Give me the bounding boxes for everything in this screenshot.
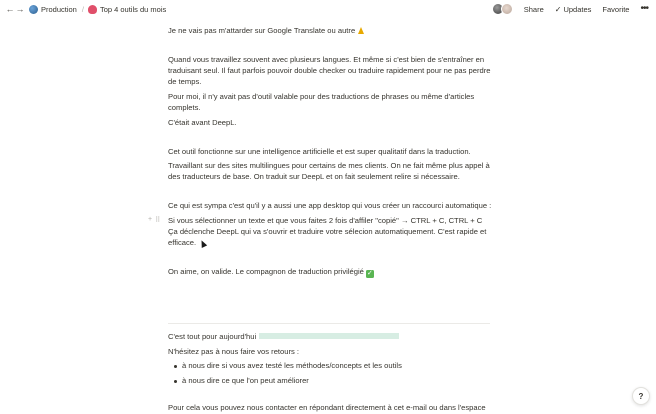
paragraph[interactable]: Travaillant sur des sites multilingues pour certains de mes clients. On ne fait même plus appel à — [168, 161, 490, 170]
mouse-cursor-icon — [199, 239, 207, 248]
breadcrumb-page[interactable]: Top 4 outils du mois — [99, 4, 167, 14]
help-button[interactable]: ? — [632, 387, 650, 405]
back-arrow-icon[interactable]: ← — [5, 4, 15, 14]
block-handle[interactable] — [148, 216, 160, 224]
paragraph[interactable]: Ce qui est sympa c'est qu'il y a aussi une app desktop qui vous créer un raccourci automatique : — [168, 201, 492, 210]
avatar[interactable] — [501, 3, 513, 15]
paragraph[interactable]: On aime, on valide. Le compagnon de traduction privilégié ✓ — [168, 267, 373, 277]
highlighted-link[interactable] — [259, 333, 399, 339]
page-heart-icon — [88, 5, 97, 14]
paragraph[interactable]: C'est tout pour aujourd'hui — [168, 331, 399, 343]
bullet-icon — [174, 380, 177, 383]
paragraph[interactable]: Je ne vais pas m'attarder sur Google Translate ou autre — [168, 25, 364, 37]
topbar-actions — [492, 0, 648, 18]
add-block-icon[interactable]: + — [148, 216, 153, 223]
list-item[interactable]: à nous dire ce que l'on peut améliorer — [182, 376, 309, 385]
breadcrumb-separator: / — [81, 4, 84, 14]
breadcrumb-workspace[interactable]: Production — [41, 4, 77, 14]
bullet-icon — [174, 365, 177, 368]
checkmark-icon: ✓ — [554, 4, 562, 14]
paragraph[interactable]: N'hésitez pas à nous faire vos retours : — [168, 347, 300, 356]
drag-handle-icon[interactable]: ⠿ — [155, 217, 161, 224]
paragraph[interactable]: des traducteurs de base. On traduit sur DeepL et on fait seulement relire si nécessaire. — [168, 172, 460, 181]
check-mark-icon: ✓ — [366, 270, 373, 277]
paragraph[interactable]: Cet outil fonctionne sur une intelligence artificielle et est super qualitatif dans la traduction. — [168, 147, 471, 156]
updates-label: Updates — [563, 4, 592, 14]
updates-button[interactable] — [555, 5, 592, 14]
list-item[interactable]: à nous dire si vous avez testé les méthodes/concepts et les outils — [182, 361, 402, 370]
paragraph[interactable]: Ça déclenche DeepL qui va s'ouvrir et traduire votre sélecion automatiquement. C'est rapide et — [168, 227, 487, 236]
favorite-button[interactable]: Favorite — [602, 4, 630, 14]
paragraph[interactable]: efficace. — [168, 238, 197, 247]
paragraph[interactable]: Pour cela vous pouvez nous contacter en répondant directement à cet e-mail ou dans l'espace — [168, 403, 486, 412]
paragraph[interactable]: complets. — [168, 103, 201, 112]
more-options-icon[interactable]: ••• — [640, 3, 648, 14]
paragraph[interactable]: Pour moi, il n'y avait pas d'outil valable pour des traductions de phrases ou même d'articles — [168, 92, 475, 101]
forward-arrow-icon[interactable]: → — [15, 4, 25, 14]
paragraph[interactable]: Quand vous travaillez souvent avec plusieurs langues. Et même si c'est bien de s'entraîner en — [168, 55, 485, 64]
share-button[interactable]: Share — [523, 4, 544, 14]
paragraph[interactable]: de temps. — [168, 77, 202, 86]
paragraph[interactable]: traduisant seul. Il faut parfois pouvoir double checker ou traduire rapidement pour ne pas perdre — [168, 66, 491, 75]
divider — [168, 323, 490, 324]
warning-icon — [358, 27, 364, 34]
breadcrumb — [29, 5, 166, 14]
workspace-icon — [29, 5, 38, 14]
paragraph[interactable]: Si vous sélectionner un texte et que vous faites 2 fois d'affiler "copié" → CTRL + C, CTRL + C — [168, 216, 483, 225]
topbar — [0, 0, 656, 18]
paragraph[interactable]: C'était avant DeepL. — [168, 118, 237, 127]
